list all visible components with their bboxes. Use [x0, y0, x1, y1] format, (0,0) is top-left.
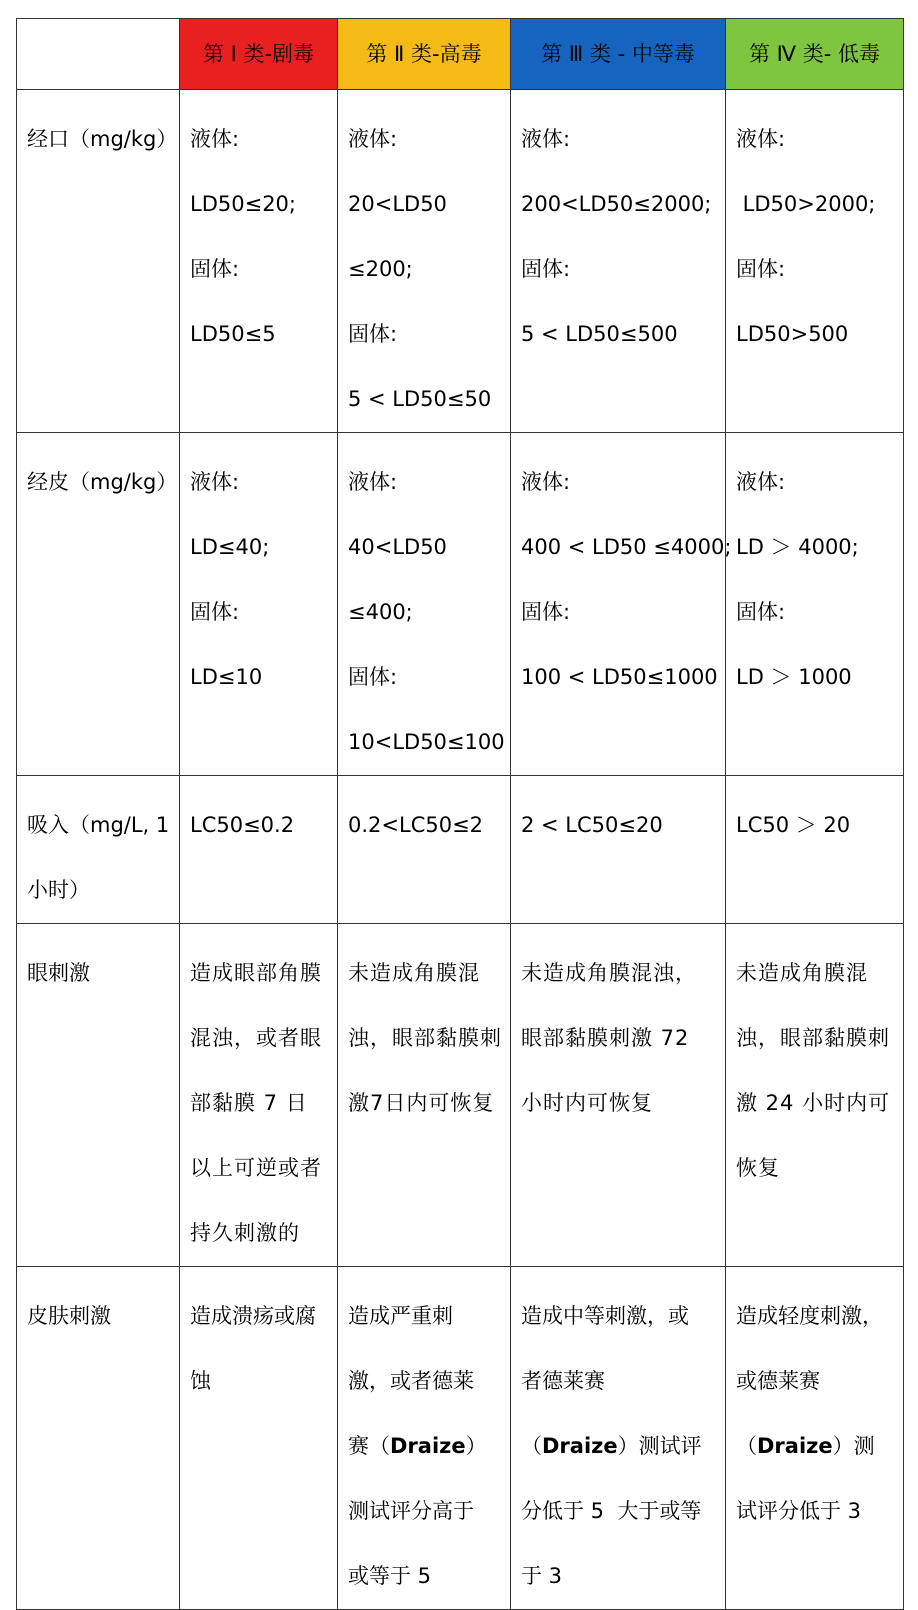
header-class-2: 第 Ⅱ 类-高毒	[338, 19, 511, 90]
cell-line: 液体:	[736, 127, 786, 151]
cell-line: 固体:	[190, 600, 240, 624]
cell-line: 100 < LD50≤1000	[521, 665, 718, 689]
row-label-text: 经皮（mg/kg）	[27, 470, 178, 494]
header-row	[17, 19, 904, 90]
cell-line: 液体:	[348, 127, 398, 151]
cell-line: 5 < LD50≤500	[521, 322, 678, 346]
cell-text: 未造成角膜混浊，眼部黏膜刺激7日内可恢复	[348, 961, 502, 1115]
header-class-4: 第 Ⅳ 类- 低毒	[726, 19, 904, 90]
cell-line: （Draize）测试评	[521, 1434, 702, 1458]
cell-line: 造成严重刺	[348, 1304, 453, 1328]
cell-line: LD50>500	[736, 322, 849, 346]
cell-skin-class-2	[338, 1267, 511, 1610]
cell-line: 10<LD50≤100	[348, 730, 505, 754]
cell-text: 未造成角膜混浊，眼部黏膜刺激 72 小时内可恢复	[521, 961, 697, 1115]
row-skin-irritation	[17, 1267, 904, 1610]
row-label-oral	[17, 90, 180, 433]
cell-line: LC50≤0.2	[190, 813, 295, 837]
cell-dermal-class-2	[338, 433, 511, 776]
header-class-3: 第 Ⅲ 类 - 中等毒	[511, 19, 726, 90]
cell-line: LD≤10	[190, 665, 263, 689]
cell-eye-class-4	[726, 924, 904, 1267]
cell-dermal-class-3	[511, 433, 732, 776]
cell-line: 固体:	[736, 257, 786, 281]
row-label-text: 吸入（mg/L, 1	[27, 813, 170, 837]
cell-line: 20<LD50	[348, 192, 447, 216]
row-label-inhalation	[17, 776, 180, 924]
cell-line: 固体:	[348, 665, 398, 689]
cell-inhalation-class-2	[338, 776, 511, 924]
cell-line: 蚀	[190, 1369, 211, 1393]
header-class-1: 第 Ⅰ 类-剧毒	[180, 19, 338, 90]
cell-line: 液体:	[348, 470, 398, 494]
row-label-eye-irritation	[17, 924, 180, 1267]
cell-line: LD ＞ 1000	[736, 665, 852, 689]
cell-line: 于 3	[521, 1564, 563, 1588]
cell-line: LD ＞ 4000;	[736, 535, 859, 559]
cell-line: 固体:	[736, 600, 786, 624]
cell-oral-class-4	[726, 90, 904, 433]
cell-oral-class-2	[338, 90, 511, 433]
cell-dermal-class-1	[180, 433, 338, 776]
row-eye-irritation	[17, 924, 904, 1267]
row-dermal	[17, 433, 904, 776]
cell-line: 固体:	[348, 322, 398, 346]
row-oral	[17, 90, 904, 433]
cell-eye-class-2	[338, 924, 511, 1267]
row-label-text: 皮肤刺激	[27, 1304, 111, 1328]
cell-line: 测试评分高于	[348, 1499, 474, 1523]
toxicity-classification-table	[16, 18, 904, 1610]
cell-line: LD50>2000;	[736, 192, 876, 216]
cell-eye-class-1	[180, 924, 338, 1267]
cell-line: 或等于 5	[348, 1564, 432, 1588]
cell-line: 液体:	[736, 470, 786, 494]
cell-inhalation-class-1	[180, 776, 338, 924]
cell-line: 者德莱赛	[521, 1369, 605, 1393]
cell-line: 液体:	[190, 470, 240, 494]
cell-line: （Draize）测	[736, 1434, 875, 1458]
cell-line: 固体:	[190, 257, 240, 281]
row-label-text: 小时）	[27, 878, 90, 902]
row-label-text: 眼刺激	[27, 961, 90, 985]
cell-line: 2 < LC50≤20	[521, 813, 663, 837]
cell-line: 或德莱赛	[736, 1369, 820, 1393]
cell-line: 液体:	[521, 470, 571, 494]
cell-skin-class-3	[511, 1267, 726, 1610]
cell-line: 试评分低于 3	[736, 1499, 862, 1523]
cell-skin-class-4	[726, 1267, 904, 1610]
cell-line: 5 < LD50≤50	[348, 387, 492, 411]
row-label-text: 经口（mg/kg）	[27, 127, 178, 151]
row-label-dermal	[17, 433, 180, 776]
cell-skin-class-1	[180, 1267, 338, 1610]
cell-line: 激，或者德莱	[348, 1369, 474, 1393]
cell-oral-class-1	[180, 90, 338, 433]
header-corner-cell	[17, 19, 180, 90]
cell-dermal-class-4	[726, 433, 904, 776]
cell-line: 0.2<LC50≤2	[348, 813, 484, 837]
cell-oral-class-3	[511, 90, 726, 433]
cell-line: 400 < LD50 ≤4000;	[521, 535, 732, 559]
cell-inhalation-class-3	[511, 776, 726, 924]
cell-line: 赛（Draize）	[348, 1434, 487, 1458]
cell-line: 固体:	[521, 600, 571, 624]
cell-line: ≤400;	[348, 600, 413, 624]
cell-line: 造成轻度刺激，	[736, 1304, 883, 1328]
cell-line: LD≤40;	[190, 535, 270, 559]
cell-inhalation-class-4	[726, 776, 904, 924]
cell-text: 未造成角膜混浊，眼部黏膜刺激 24 小时内可恢复	[736, 961, 891, 1180]
cell-eye-class-3	[511, 924, 726, 1267]
row-label-skin-irritation	[17, 1267, 180, 1610]
cell-line: ≤200;	[348, 257, 413, 281]
cell-line: 40<LD50	[348, 535, 447, 559]
cell-line: LC50 ＞ 20	[736, 813, 851, 837]
cell-line: 造成溃疡或腐	[190, 1304, 316, 1328]
cell-text: 造成眼部角膜混浊，或者眼部黏膜 7 日以上可逆或者持久刺激的	[190, 961, 322, 1245]
cell-line: 造成中等刺激，或	[521, 1304, 689, 1328]
cell-line: 固体:	[521, 257, 571, 281]
cell-line: 液体:	[521, 127, 571, 151]
cell-line: 200<LD50≤2000;	[521, 192, 712, 216]
cell-line: 分低于 5 大于或等	[521, 1499, 702, 1523]
cell-line: 液体:	[190, 127, 240, 151]
row-inhalation	[17, 776, 904, 924]
cell-line: LD50≤5	[190, 322, 276, 346]
cell-line: LD50≤20;	[190, 192, 296, 216]
